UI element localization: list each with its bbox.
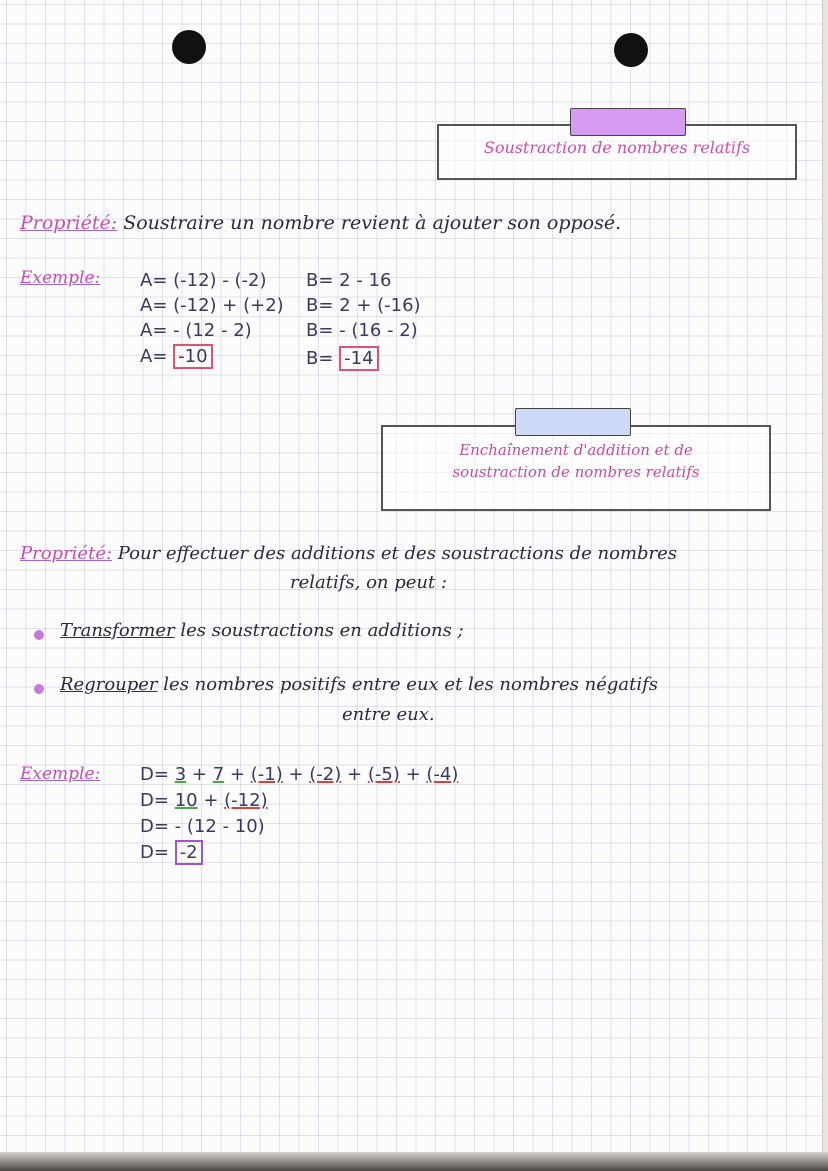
a-result-value: -10 — [173, 344, 212, 369]
d2-n2: (-12) — [224, 790, 268, 811]
d1-op3: + — [288, 764, 304, 785]
section2-title-box — [381, 425, 771, 511]
a-line-3: A= - (12 - 2) — [140, 320, 252, 341]
section2-title-line1: Enchaînement d'addition et de — [459, 441, 693, 459]
d-result — [140, 842, 203, 863]
a-result-prefix: A= — [140, 346, 168, 367]
a-result — [140, 346, 213, 367]
d1-n4: (-2) — [309, 764, 342, 785]
d1-n1: 3 — [174, 764, 187, 785]
d2-n1: 10 — [174, 790, 198, 811]
section2-property — [20, 543, 677, 564]
section2-property-line1: Pour effectuer des additions et des soustractions de nombres — [117, 543, 677, 564]
section2-example-label: Exemple: — [20, 764, 101, 784]
section2-example-label-row — [20, 764, 100, 784]
bullet-item-1 — [60, 620, 464, 641]
b-result-prefix: B= — [306, 348, 334, 369]
section1-example-label: Exemple: — [20, 268, 101, 288]
d1-op5: + — [405, 764, 421, 785]
b-line-1: B= 2 - 16 — [306, 270, 392, 291]
bullet1-keyword: Transformer — [60, 620, 175, 641]
d-result-prefix: D= — [140, 842, 169, 863]
binder-hole-right — [614, 33, 648, 67]
binder-hole-left — [172, 30, 206, 64]
section2-property-line2: relatifs, on peut : — [290, 572, 448, 593]
section1-title: Soustraction de nombres relatifs — [483, 138, 751, 157]
bullet2-line2: entre eux. — [342, 704, 435, 725]
d2-op: + — [203, 790, 219, 811]
d-line-1 — [140, 764, 458, 785]
bullet2-keyword: Regrouper — [60, 674, 158, 695]
d1-start: D= — [140, 764, 169, 785]
d-line-2 — [140, 790, 268, 811]
blue-tape — [515, 408, 631, 436]
d-line-3: D= - (12 - 10) — [140, 816, 265, 837]
b-line-2: B= 2 + (-16) — [306, 295, 421, 316]
d-result-value: -2 — [175, 840, 203, 865]
b-line-3: B= - (16 - 2) — [306, 320, 418, 341]
bullet-item-2 — [60, 674, 658, 695]
d1-op1: + — [191, 764, 207, 785]
b-result-value: -14 — [339, 346, 378, 371]
section1-property-label: Propriété: — [20, 212, 118, 234]
d2-start: D= — [140, 790, 169, 811]
bullet-dot-1 — [34, 630, 44, 640]
section1-property — [20, 212, 621, 234]
d1-op4: + — [347, 764, 363, 785]
section1-example-label-row — [20, 268, 100, 288]
section1-property-text: Soustraire un nombre revient à ajouter son opposé. — [123, 212, 622, 234]
bullet2-text: les nombres positifs entre eux et les nombres négatifs — [163, 674, 659, 695]
b-result — [306, 348, 379, 369]
purple-tape — [570, 108, 686, 136]
d1-n3: (-1) — [250, 764, 283, 785]
a-line-1: A= (-12) - (-2) — [140, 270, 267, 291]
d1-n5: (-5) — [367, 764, 400, 785]
bullet1-text: les soustractions en additions ; — [180, 620, 464, 641]
d1-n2: 7 — [212, 764, 225, 785]
section2-title-line2: soustraction de nombres relatifs — [452, 463, 700, 481]
bullet-dot-2 — [34, 684, 44, 694]
d1-n6: (-4) — [426, 764, 459, 785]
section2-property-label: Propriété: — [20, 543, 113, 564]
a-line-2: A= (-12) + (+2) — [140, 295, 284, 316]
d1-op2: + — [229, 764, 245, 785]
page-bottom-shadow — [0, 1152, 828, 1171]
